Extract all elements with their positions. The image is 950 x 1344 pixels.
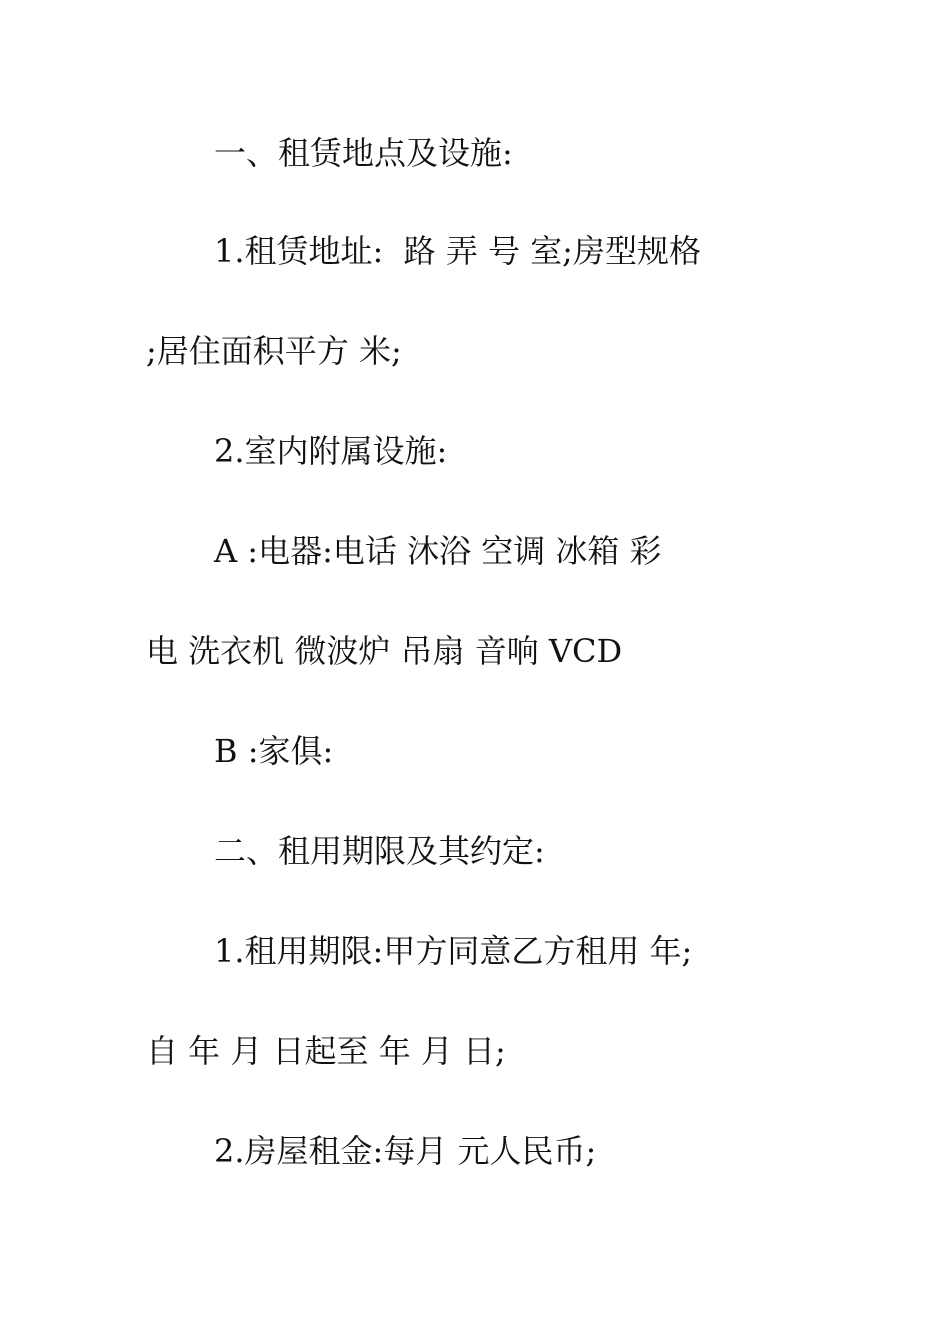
paragraph-line: B :家俱:	[214, 732, 334, 770]
paragraph-line: 自 年 月 日起至 年 月 日;	[146, 1032, 506, 1070]
paragraph-line: 2.房屋租金:每月 元人民币;	[214, 1132, 597, 1170]
section-heading-1: 一、租赁地点及设施:	[214, 134, 513, 172]
paragraph-line: 1.租用期限:甲方同意乙方租用 年;	[214, 932, 693, 970]
paragraph-line: 2.室内附属设施:	[214, 432, 448, 470]
paragraph-line: ;居住面积平方 米;	[146, 332, 402, 370]
paragraph-line: 电 洗衣机 微波炉 吊扇 音响 VCD	[146, 632, 623, 670]
paragraph-line: A :电器:电话 沐浴 空调 冰箱 彩	[214, 532, 662, 570]
paragraph-line: 1.租赁地址: 路 弄 号 室;房型规格	[214, 232, 701, 270]
section-heading-2: 二、租用期限及其约定:	[214, 832, 545, 870]
